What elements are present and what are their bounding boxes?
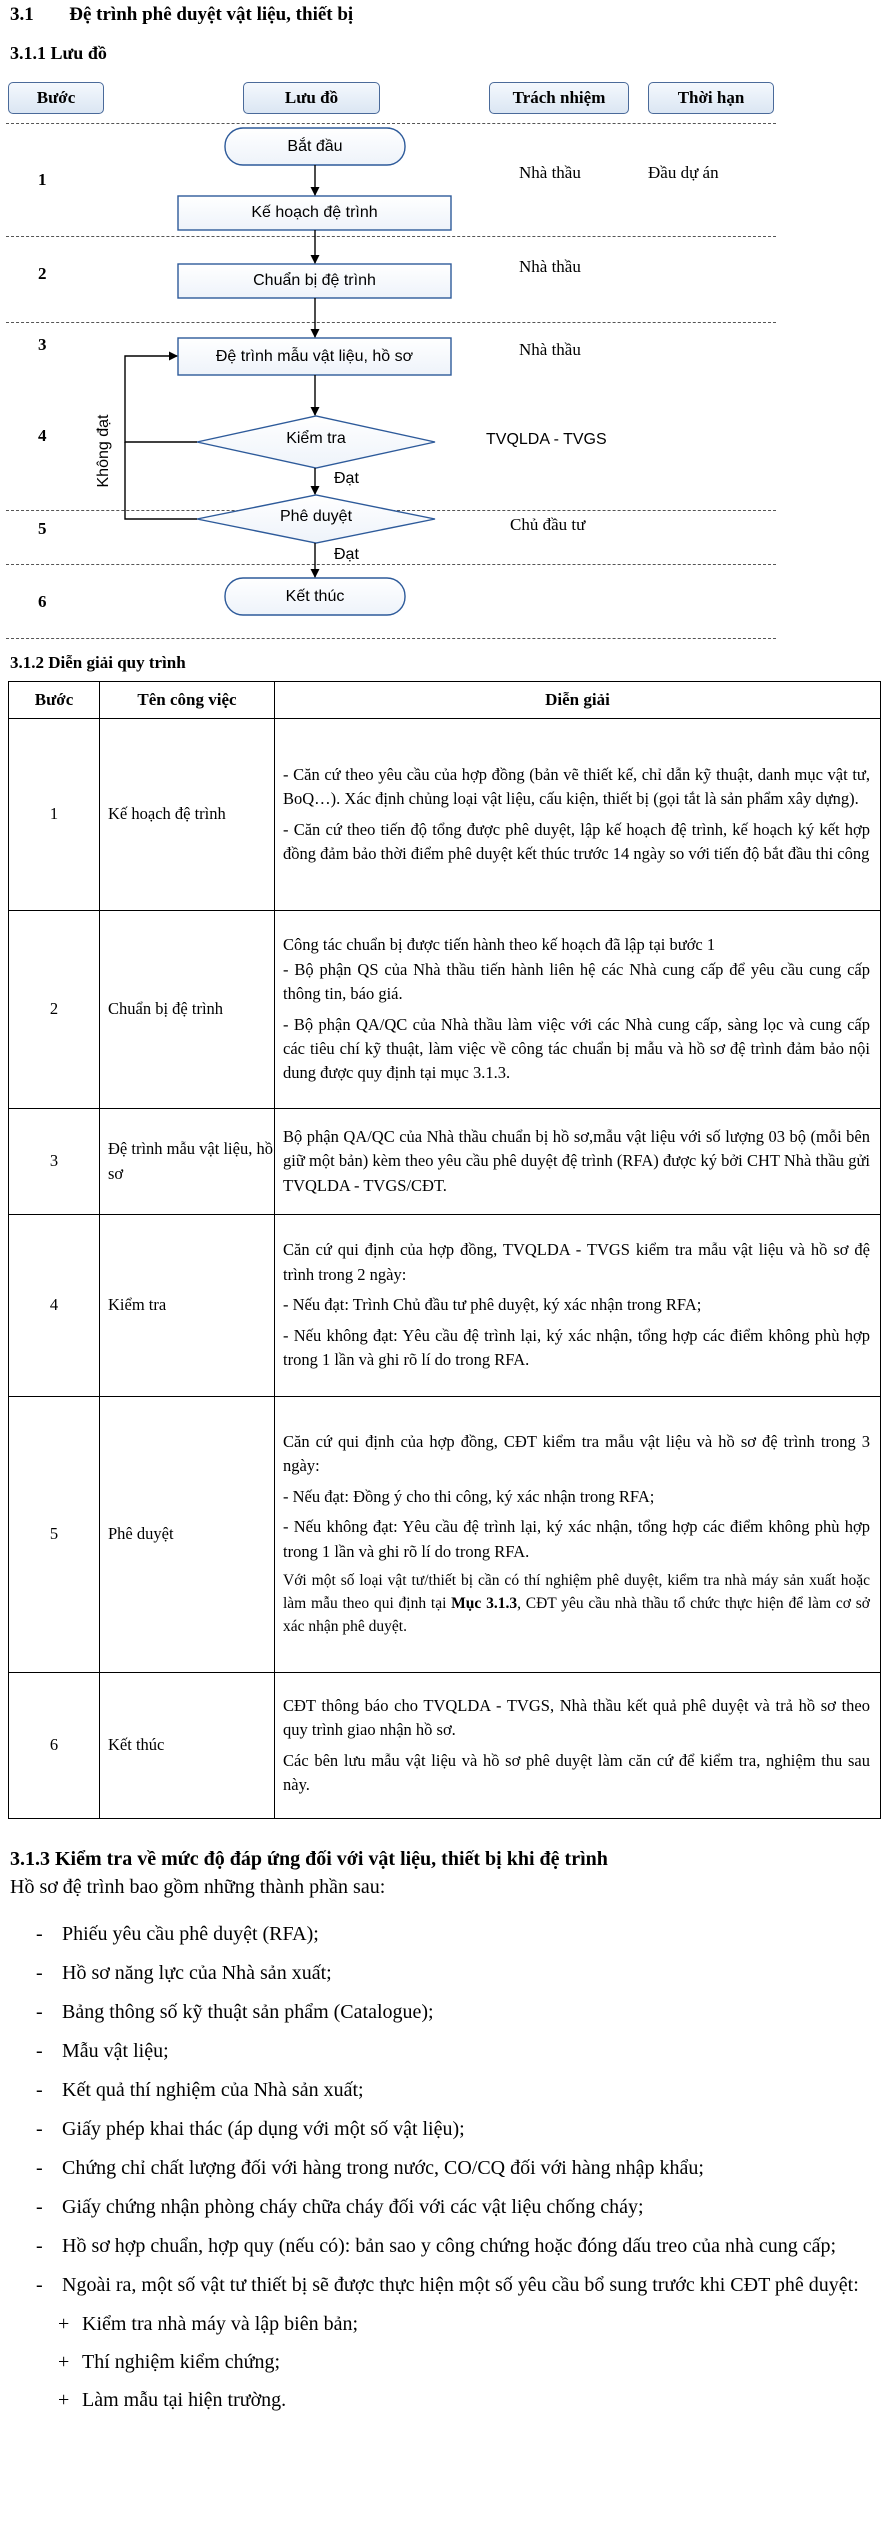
table-header-row bbox=[9, 682, 881, 719]
note-text: , CĐT yêu cầu nhà thầu tổ chức thực hiện để làm cơ sở xác nhận phê duyệt. bbox=[283, 1595, 870, 1635]
row-step: 4 bbox=[9, 1215, 100, 1397]
flow-deadline: Đầu dự án bbox=[648, 163, 719, 182]
bullet-marker: - bbox=[36, 2274, 43, 2296]
list-item-text: Giấy chứng nhận phòng cháy chữa cháy đối với các vật liệu chống cháy; bbox=[62, 2196, 644, 2218]
table-row bbox=[9, 1215, 881, 1397]
fail-label: Không đạt bbox=[95, 414, 112, 488]
plan-label: Kế hoạch đệ trình bbox=[251, 204, 378, 221]
section-title: Đệ trình phê duyệt vật liệu, thiết bị bbox=[69, 4, 354, 25]
start-label: Bắt đầu bbox=[287, 138, 343, 155]
submit-label: Đệ trình mẫu vật liệu, hồ sơ bbox=[215, 348, 414, 365]
table-row bbox=[9, 1109, 881, 1215]
row-task: Đệ trình mẫu vật liệu, hồ sơ bbox=[100, 1109, 275, 1215]
list-item bbox=[36, 2232, 876, 2260]
row-description bbox=[275, 911, 881, 1109]
subsection-title: Lưu đồ bbox=[50, 43, 107, 63]
subsection-title: Kiểm tra về mức độ đáp ứng đối với vật liệu, thiết bị khi đệ trình bbox=[55, 1848, 608, 1870]
flow-responsibility: TVQLDA - TVGS bbox=[486, 431, 607, 448]
description-line: CĐT thông báo cho TVQLDA - TVGS, Nhà thầu kết quả phê duyệt và trả hồ sơ theo quy trình giao nhận hồ sơ. bbox=[283, 1695, 870, 1740]
list-item-text: Mẫu vật liệu; bbox=[62, 2040, 169, 2062]
list-item-text: Hồ sơ hợp chuẩn, hợp quy (nếu có): bản sao y công chứng hoặc đóng dấu treo của nhà cung cấp; bbox=[62, 2235, 837, 2257]
list-item-text: Phiếu yêu cầu phê duyệt (RFA); bbox=[62, 1923, 319, 1945]
description-line: - Nếu đạt: Trình Chủ đầu tư phê duyệt, ký xác nhận trong RFA; bbox=[283, 1295, 702, 1315]
table-row bbox=[9, 911, 881, 1109]
header-flow: Lưu đồ bbox=[243, 82, 380, 114]
flow-step-number: 5 bbox=[38, 519, 47, 538]
sub-list-item bbox=[58, 2348, 876, 2376]
bullet-marker: + bbox=[58, 2389, 70, 2411]
subsection-heading-requirements bbox=[10, 1848, 608, 1871]
column-header-step: Bước bbox=[9, 682, 100, 719]
description-line: Căn cứ qui định của hợp đồng, TVQLDA - TVGS kiểm tra mẫu vật liệu và hồ sơ đệ trình trong 2 ngày: bbox=[283, 1240, 870, 1284]
bullet-marker: - bbox=[36, 2118, 43, 2140]
list-item-text: Kiểm tra nhà máy và lập biên bản; bbox=[82, 2313, 359, 2335]
check-label: Kiểm tra bbox=[286, 430, 346, 447]
flow-step-number: 1 bbox=[38, 170, 47, 189]
list-item-text: Làm mẫu tại hiện trường. bbox=[82, 2389, 287, 2411]
bullet-marker: - bbox=[36, 2196, 43, 2218]
description-line: - Nếu không đạt: Yêu cầu đệ trình lại, ký xác nhận, tổng hợp các điểm không phù hợp trong 1 lần và ghi rõ lí do trong RFA. bbox=[283, 1325, 870, 1370]
description-line: Công tác chuẩn bị được tiến hành theo kế hoạch đã lập tại bước 1 bbox=[283, 935, 716, 955]
row-step: 6 bbox=[9, 1673, 100, 1819]
document-list bbox=[36, 1920, 876, 2424]
list-item bbox=[36, 2271, 876, 2299]
description-line: Bộ phận QA/QC của Nhà thầu chuẩn bị hồ sơ,mẫu vật liệu với số lượng 03 bộ (mỗi bên giữ một bản) kèm theo yêu cầu phê duyệt đệ trình (RFA) được ký bởi CHT Nhà thầu gửi TVQLDA - TVGS/CĐT. bbox=[283, 1126, 870, 1195]
subsection-number: 3.1.1 bbox=[10, 43, 46, 63]
list-item-text: Giấy phép khai thác (áp dụng với một số vật liệu); bbox=[62, 2118, 465, 2140]
list-item bbox=[36, 2076, 876, 2104]
list-item-text: Kết quả thí nghiệm của Nhà sản xuất; bbox=[62, 2079, 364, 2101]
description-line: - Bộ phận QA/QC của Nhà thầu làm việc với các Nhà cung cấp, sàng lọc và cung cấp các tiêu chí kỹ thuật, làm việc về công tác chuẩn bị mẫu và hồ sơ đệ trình đảm bảo nội dung được quy định tại mục 3.1.3. bbox=[283, 1014, 870, 1083]
list-item-text: Chứng chỉ chất lượng đối với hàng trong nước, CO/CQ đối với hàng nhập khẩu; bbox=[62, 2157, 704, 2179]
note-reference: Mục 3.1.3 bbox=[451, 1595, 518, 1613]
subsection-heading-process bbox=[10, 653, 186, 673]
list-item bbox=[36, 1959, 876, 1987]
subsection-number: 3.1.3 bbox=[10, 1848, 50, 1870]
bullet-marker: - bbox=[36, 1962, 43, 1984]
flow-responsibility: Nhà thầu bbox=[519, 257, 581, 276]
row-task: Phê duyệt bbox=[100, 1397, 275, 1673]
row-description bbox=[275, 1109, 881, 1215]
flowchart bbox=[0, 0, 888, 660]
note-text: Với một số loại vật tư/thiết bị cần có thí nghiệm phê duyệt, kiểm tra nhà máy sản xuất hoặc làm mẫu theo qui định tại bbox=[283, 1572, 870, 1613]
flow-step-number: 4 bbox=[38, 426, 47, 445]
flow-responsibility: Chủ đầu tư bbox=[510, 515, 586, 534]
row-task: Kết thúc bbox=[100, 1673, 275, 1819]
section-number: 3.1 bbox=[10, 4, 34, 25]
subsection-title: Diễn giải quy trình bbox=[48, 653, 186, 672]
bullet-marker: - bbox=[36, 2235, 43, 2257]
column-header-description: Diễn giải bbox=[275, 682, 881, 719]
description-line: - Nếu đạt: Đồng ý cho thi công, ký xác nhận trong RFA; bbox=[283, 1486, 655, 1506]
approve-label: Phê duyệt bbox=[279, 508, 353, 525]
loop-arrow-approve bbox=[125, 442, 197, 519]
description-line: Căn cứ qui định của hợp đồng, CĐT kiểm tra mẫu vật liệu và hồ sơ đệ trình trong 3 ngày: bbox=[283, 1432, 870, 1476]
bullet-marker: + bbox=[58, 2313, 70, 2335]
list-item-text: Hồ sơ năng lực của Nhà sản xuất; bbox=[62, 1962, 332, 1984]
pass-label: Đạt bbox=[334, 546, 359, 563]
subsection-number: 3.1.2 bbox=[10, 653, 44, 672]
pass-label: Đạt bbox=[334, 470, 359, 487]
process-table bbox=[8, 681, 881, 1819]
sub-list-item bbox=[58, 2386, 876, 2414]
bullet-marker: - bbox=[36, 2001, 43, 2023]
column-header-task: Tên công việc bbox=[100, 682, 275, 719]
bullet-marker: - bbox=[36, 2079, 43, 2101]
prepare-label: Chuẩn bị đệ trình bbox=[253, 272, 376, 289]
list-item bbox=[36, 2154, 876, 2182]
description-line: - Nếu không đạt: Yêu cầu đệ trình lại, ký xác nhận, tổng hợp các điểm không phù hợp trong 1 lần và ghi rõ lí do trong RFA. bbox=[283, 1517, 870, 1561]
flow-step-number: 2 bbox=[38, 264, 47, 283]
table-row bbox=[9, 1397, 881, 1673]
list-item bbox=[36, 1920, 876, 1948]
flow-responsibility: Nhà thầu bbox=[519, 340, 581, 359]
end-label: Kết thúc bbox=[285, 588, 345, 605]
flow-step-number: 6 bbox=[38, 592, 47, 611]
description-line: - Căn cứ theo yêu cầu của hợp đồng (bản vẽ thiết kế, chỉ dẫn kỹ thuật, danh mục vật tư, BoQ…). Xác định chủng loại vật liệu, cấu kiện, thiết bị (gọi tắt là sản phẩm xây dựng). bbox=[283, 764, 870, 809]
list-item bbox=[36, 2115, 876, 2143]
table-row bbox=[9, 1673, 881, 1819]
list-item bbox=[36, 2193, 876, 2221]
row-description bbox=[275, 1673, 881, 1819]
row-description bbox=[275, 719, 881, 911]
sub-list-item bbox=[58, 2310, 876, 2338]
header-deadline: Thời hạn bbox=[648, 82, 774, 114]
row-description bbox=[275, 1215, 881, 1397]
header-step: Bước bbox=[8, 82, 104, 114]
row-step: 1 bbox=[9, 719, 100, 911]
row-task: Kế hoạch đệ trình bbox=[100, 719, 275, 911]
row-step: 2 bbox=[9, 911, 100, 1109]
list-item bbox=[36, 1998, 876, 2026]
bullet-marker: - bbox=[36, 2040, 43, 2062]
row-step: 5 bbox=[9, 1397, 100, 1673]
header-responsibility: Trách nhiệm bbox=[489, 82, 629, 114]
list-item-text: Thí nghiệm kiểm chứng; bbox=[82, 2351, 281, 2373]
row-task: Chuẩn bị đệ trình bbox=[100, 911, 275, 1109]
description-line: - Bộ phận QS của Nhà thầu tiến hành liên hệ các Nhà cung cấp để yêu cầu cung cấp thông tin, báo giá. bbox=[283, 959, 870, 1004]
list-item bbox=[36, 2037, 876, 2065]
list-item-text: Ngoài ra, một số vật tư thiết bị sẽ được thực hiện một số yêu cầu bổ sung trước khi CĐT phê duyệt: bbox=[62, 2274, 859, 2296]
flow-responsibility: Nhà thầu bbox=[519, 163, 581, 182]
row-description bbox=[275, 1397, 881, 1673]
description-line: - Căn cứ theo tiến độ tổng được phê duyệt, lập kế hoạch đệ trình, kế hoạch ký kết hợp đồng đảm bảo thời điểm phê duyệt kết thúc trước 14 ngày so với tiến độ bắt đầu thi công bbox=[283, 819, 870, 863]
list-item-text: Bảng thông số kỹ thuật sản phẩm (Catalogue); bbox=[62, 2001, 434, 2023]
table-row bbox=[9, 719, 881, 911]
bullet-marker: + bbox=[58, 2351, 70, 2373]
description-line: Các bên lưu mẫu vật liệu và hồ sơ phê duyệt làm căn cứ để kiểm tra, nghiệm thu sau này. bbox=[283, 1750, 870, 1794]
description-note bbox=[283, 1570, 870, 1639]
bullet-marker: - bbox=[36, 1923, 43, 1945]
flow-step-number: 3 bbox=[38, 335, 47, 354]
intro-text: Hồ sơ đệ trình bao gồm những thành phần sau: bbox=[10, 1876, 386, 1898]
row-task: Kiểm tra bbox=[100, 1215, 275, 1397]
bullet-marker: - bbox=[36, 2157, 43, 2179]
row-step: 3 bbox=[9, 1109, 100, 1215]
